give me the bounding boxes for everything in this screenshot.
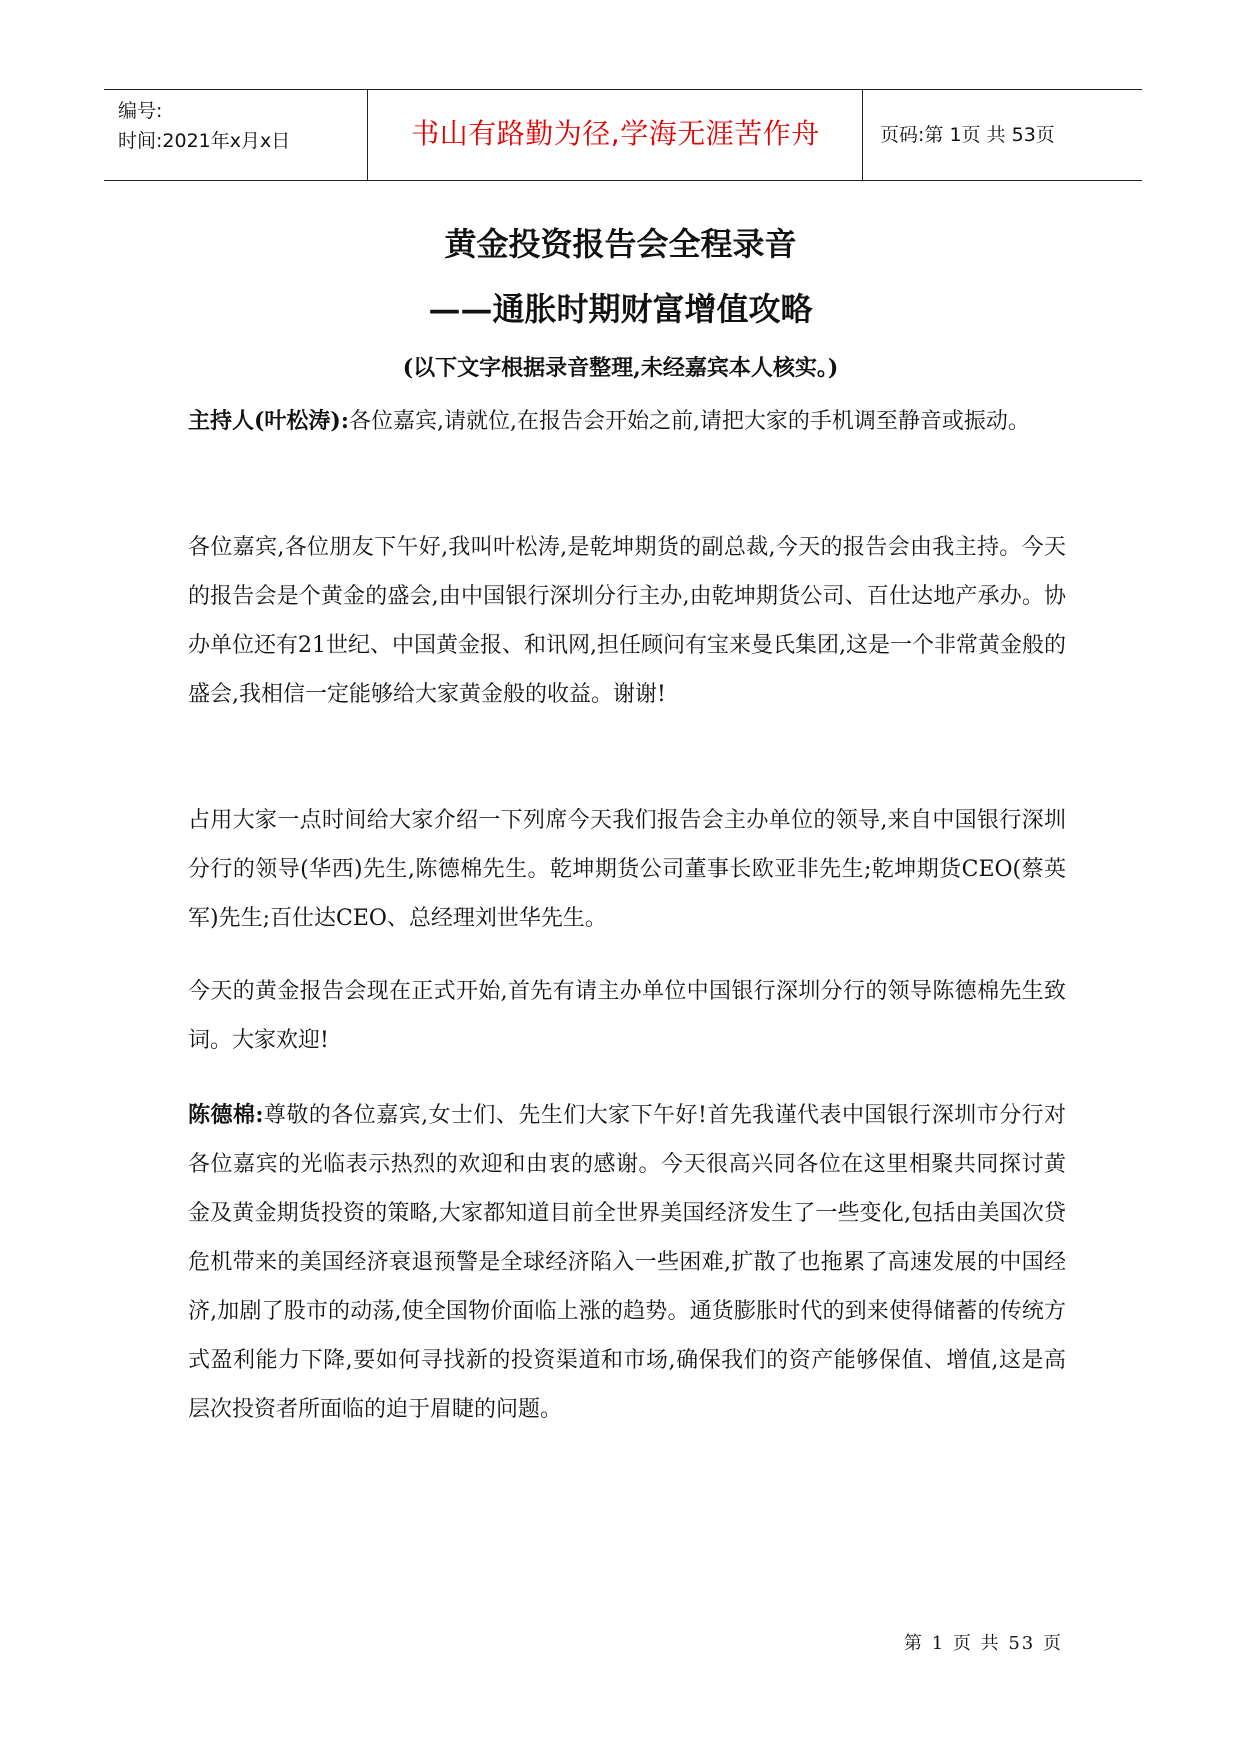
paragraph-text: 尊敬的各位嘉宾,女士们、先生们大家下午好!首先我谨代表中国银行深圳市分行对各位嘉宾的光临表示热烈的欢迎和由衷的感谢。今天很高兴同各位在这里相聚共同探讨黄金及黄金期货投资的策略,大家都知道目前全世界美国经济发生了一些变化,包括由美国次贷危机带来的美国经济衰退预警是全球经济陷入一些困难,扩散了也拖累了高速发展的中国经济,加剧了股市的动荡,使全国物价面临上涨的趋势。通货膨胀时代的到来使得储蓄的传统方式盈利能力下降,要如何寻找新的投资渠道和市场,确保我们的资产能够保值、增值,这是高层次投资者所面临的迫于眉睫的问题。 [188, 1103, 1066, 1422]
document-title: 黄金投资报告会全程录音 [444, 225, 797, 263]
paragraph-text: 各位嘉宾,请就位,在报告会开始之前,请把大家的手机调至静音或振动。 [348, 409, 1030, 434]
page-footer: 第 1 页 共 53 页 [904, 1633, 1063, 1654]
paragraph [188, 796, 1066, 943]
header-page-label: 页码:第 1页 共 53页 [880, 124, 1055, 146]
header-divider [862, 90, 863, 180]
time-label: 时间:2021年x月x日 [118, 130, 291, 152]
paragraph-text: 占用大家一点时间给大家介绍一下列席今天我们报告会主办单位的领导,来自中国银行深圳分行的领导(华西)先生,陈德棉先生。乾坤期货公司董事长欧亚非先生;乾坤期货CEO(蔡英军)先生;百仕达CEO、总经理刘世华先生。 [188, 808, 1066, 931]
paragraph-text: 各位嘉宾,各位朋友下午好,我叫叶松涛,是乾坤期货的副总裁,今天的报告会由我主持。今天的报告会是个黄金的盛会,由中国银行深圳分行主办,由乾坤期货公司、百仕达地产承办。协办单位还有21世纪、中国黄金报、和讯网,担任顾问有宝来曼氏集团,这是一个非常黄金般的盛会,我相信一定能够给大家黄金般的收益。谢谢! [188, 535, 1066, 707]
document-subtitle: ——通胀时期财富增值攻略 [428, 290, 813, 328]
paragraph-text: 今天的黄金报告会现在正式开始,首先有请主办单位中国银行深圳分行的领导陈德棉先生致词。大家欢迎! [188, 979, 1066, 1053]
speaker-label: 陈德棉: [188, 1102, 264, 1128]
paragraph [188, 1091, 1066, 1434]
paragraph [188, 523, 1066, 719]
speaker-label: 主持人(叶松涛): [188, 408, 349, 434]
transcript-note: (以下文字根据录音整理,未经嘉宾本人核实。) [402, 355, 839, 381]
header-meta [118, 96, 290, 156]
page-header [104, 89, 1142, 181]
number-label: 编号: [118, 100, 163, 122]
header-divider [367, 90, 368, 180]
paragraph [188, 967, 1066, 1065]
header-motto: 书山有路勤为径,学海无涯苦作舟 [411, 117, 820, 150]
paragraph [188, 397, 1066, 446]
